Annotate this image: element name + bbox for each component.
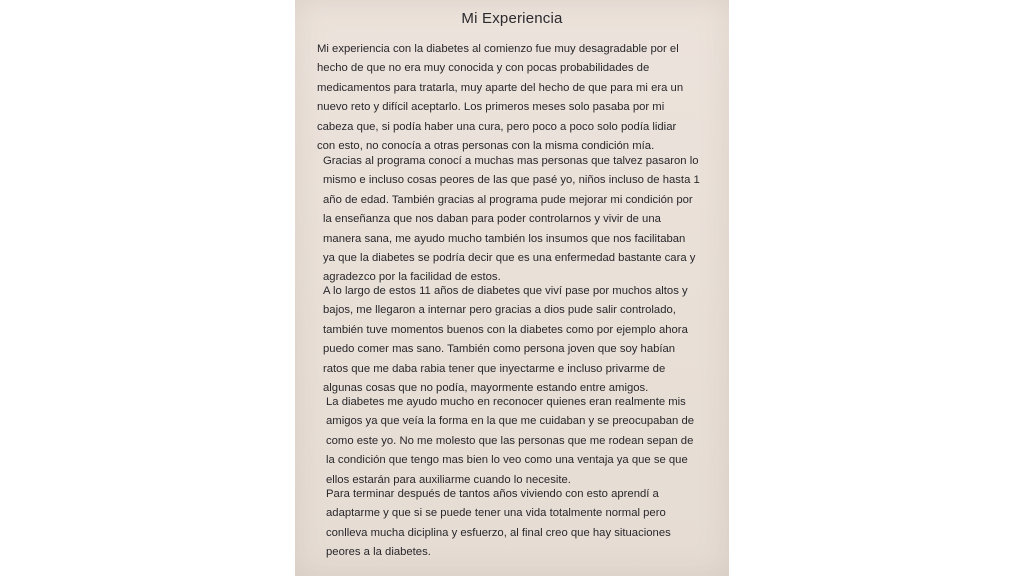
text-line: Gracias al programa conocí a muchas mas personas que talvez pasaron lo (323, 155, 699, 167)
text-line: nuevo reto y difícil aceptarlo. Los primeros meses solo pasaba por mi (317, 101, 665, 114)
paragraph-1 (317, 40, 715, 156)
text-line: peores a la diabetes. (326, 546, 431, 559)
paragraph-4 (326, 393, 724, 490)
text-line: conlleva mucha diciplina y esfuerzo, al final creo que hay situaciones (326, 526, 671, 539)
text-line: ya que la diabetes se podría decir que es una enfermedad bastante cara y (323, 252, 696, 265)
text-line: amigos ya que veía la forma en la que me cuidaban y se preocupaban de (326, 415, 695, 428)
document-title: Mi Experiencia (461, 10, 563, 27)
paragraph-2 (323, 152, 721, 288)
text-line: agradezco por la facilidad de estos. (323, 271, 501, 284)
text-line: puedo comer mas sano. También como persona joven que soy habían (323, 343, 676, 356)
text-line: algunas cosas que no podía, mayormente estando entre amigos. (323, 382, 649, 395)
text-line: bajos, me llegaron a internar pero gracias a dios pude salir controlado, (323, 304, 676, 317)
text-line: la enseñanza que nos daban para poder controlarnos y vivir de una (323, 213, 661, 226)
text-line: también tuve momentos buenos con la diabetes como por ejemplo ahora (323, 323, 688, 336)
text-line: la condición que tengo mas bien lo veo como una ventaja ya que se que (326, 454, 688, 467)
text-line: ellos estarán para auxiliarme cuando lo necesite. (326, 473, 571, 486)
text-line: medicamentos para tratarla, muy aparte del hecho de que para mi era un (317, 81, 684, 94)
text-line: cabeza que, si podía haber una cura, pero poco a poco solo podía lidiar (317, 120, 677, 133)
text-line: manera sana, me ayudo mucho también los insumos que nos facilitaban (323, 232, 686, 245)
text-line: Mi experiencia con la diabetes al comienzo fue muy desagradable por el (317, 43, 679, 55)
text-line: mismo e incluso cosas peores de las que pasé yo, niños incluso de hasta 1 (323, 174, 700, 187)
text-line: año de edad. También gracias al programa pude mejorar mi condición por (323, 193, 693, 206)
text-line: A lo largo de estos 11 años de diabetes que viví pase por muchos altos y (323, 285, 688, 297)
text-line: La diabetes me ayudo mucho en reconocer quienes eran realmente mis (326, 396, 686, 408)
paper-sheet (295, 0, 729, 576)
text-line: con esto, no conocía a otras personas con la misma condición mía. (317, 140, 655, 153)
text-line: Para terminar después de tantos años viviendo con esto aprendí a (326, 488, 659, 500)
text-line: como este yo. No me molesto que las personas que me rodean sepan de (326, 434, 694, 447)
paragraph-5 (326, 485, 724, 563)
text-line: adaptarme y que si se puede tener una vida totalmente normal pero (326, 507, 666, 520)
text-line: hecho de que no era muy conocida y con pocas probabilidades de (317, 62, 650, 75)
text-line: ratos que me daba rabia tener que inyectarme e incluso privarme de (323, 362, 666, 375)
paragraph-3 (323, 282, 721, 398)
